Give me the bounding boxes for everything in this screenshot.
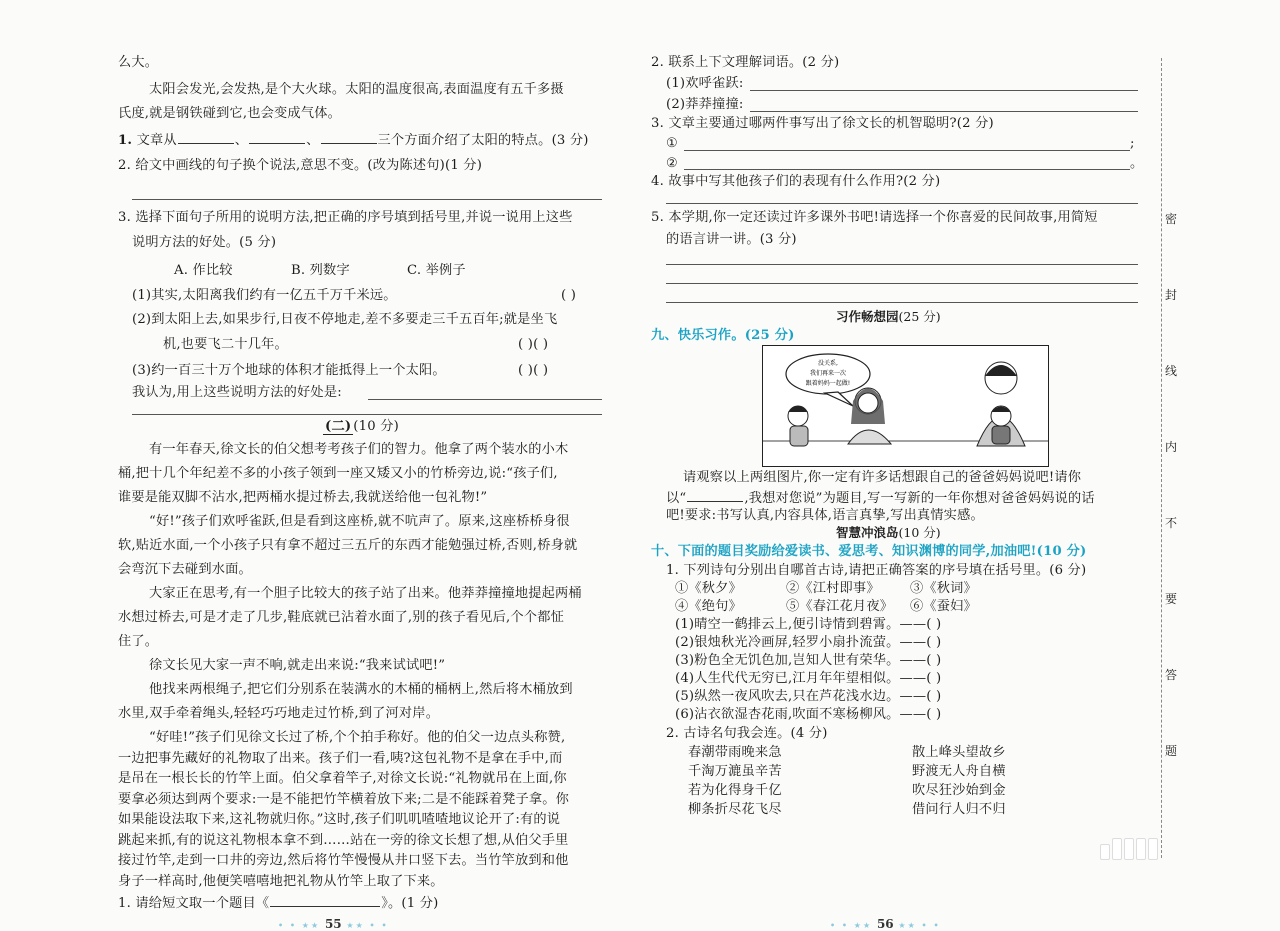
star-decoration: ★★ • • xyxy=(341,921,389,930)
answer-line[interactable] xyxy=(132,199,602,200)
essay-prompt-text: ,我想对您说”为题目,写一写新的一年你想对爸爸妈妈说的话 xyxy=(744,491,1095,506)
passage-line: 氏度,就是钢铁碰到它,也会变成气体。 xyxy=(118,106,341,121)
sentence-2-cont: 机,也要飞二十几年。 xyxy=(163,337,288,352)
question-3: 3. 选择下面句子所用的说明方法,把正确的序号填到括号里,并说一说用上这些 xyxy=(118,210,573,225)
benefit-prompt: 我认为,用上这些说明方法的好处是: xyxy=(132,385,342,400)
seal-line xyxy=(1161,58,1162,858)
story-line: 要拿必须达到两个要求:一是不能把竹竿横着放下来;二是不能踩着凳子拿。你 xyxy=(118,791,570,807)
page-number: 56 xyxy=(876,917,894,931)
section-nine-heading: 九、快乐习作。(25 分) xyxy=(651,328,795,343)
part-two-points: (10 分) xyxy=(353,419,399,434)
watermark-bar xyxy=(1148,838,1158,860)
answer-line[interactable] xyxy=(368,399,602,400)
title-blank[interactable] xyxy=(687,489,743,502)
poem-option: ⑤《春江花月夜》 xyxy=(786,599,894,614)
story-line: 身子一样高时,他便笑嘻嘻地把礼物从竹竿上取了下来。 xyxy=(118,873,444,889)
poem-option: ②《江村即事》 xyxy=(786,581,880,596)
title-blank[interactable] xyxy=(270,894,380,907)
passage-line: 么大。 xyxy=(118,55,159,70)
essay-prompt: 请观察以上两组图片,你一定有许多话想跟自己的爸爸妈妈说吧!请你 xyxy=(683,470,1082,485)
match-right-item[interactable]: 野渡无人舟自横 xyxy=(912,764,1006,779)
separator: 、 xyxy=(306,133,320,148)
match-left-item[interactable]: 春潮带雨晚来急 xyxy=(688,745,782,760)
seal-char: 线 xyxy=(1165,364,1178,378)
poem-option: ⑥《蚕妇》 xyxy=(910,599,977,614)
title-question-text: 》。(1 分) xyxy=(381,896,439,911)
match-left-item[interactable]: 柳条折尽花飞尽 xyxy=(688,802,782,817)
question-1 xyxy=(118,131,589,150)
sentence-2: (2)到太阳上去,如果步行,日夜不停地走,差不多要走三千五百年;就是坐飞 xyxy=(132,312,558,327)
separator: 、 xyxy=(234,133,249,148)
page-number-right xyxy=(830,917,941,931)
option-b: B. 列数字 xyxy=(291,263,350,278)
question-text: 文章从 xyxy=(136,133,177,148)
star-decoration: • • ★★ xyxy=(278,921,325,930)
star-decoration: ★★ • • xyxy=(893,921,941,930)
seal-char: 要 xyxy=(1165,592,1178,606)
star-decoration: • • ★★ xyxy=(830,921,877,930)
answer-line[interactable] xyxy=(132,414,602,415)
answer-line[interactable] xyxy=(684,169,1130,170)
watermark-bar xyxy=(1112,838,1122,860)
seal-char: 题 xyxy=(1165,744,1178,758)
answer-marker-2: ② xyxy=(666,156,679,171)
family-illustration xyxy=(763,346,1048,466)
section-ten-heading: 十、下面的题目奖励给爱读书、爱思考、知识渊博的同学,加油吧!(10 分) xyxy=(651,544,1087,559)
verse-item[interactable]: (4)人生代代无穷已,江月年年望相似。——( ) xyxy=(675,671,942,686)
story-line: 会弯沉下去碰到水面。 xyxy=(118,562,252,577)
seal-char: 内 xyxy=(1165,440,1178,454)
wisdom-section-header xyxy=(836,523,941,541)
question-2: 2. 联系上下文理解词语。(2 分) xyxy=(651,55,840,70)
page-number-left xyxy=(278,917,389,931)
answer-paren[interactable]: ( )( ) xyxy=(518,363,549,378)
essay-illustration xyxy=(762,345,1049,467)
seal-char: 答 xyxy=(1165,668,1178,682)
child-hair xyxy=(788,406,808,412)
question-4: 4. 故事中写其他孩子们的表现有什么作用?(2 分) xyxy=(651,174,941,189)
verse-item[interactable]: (3)粉色全无饥色加,岂知人世有荣华。——( ) xyxy=(675,653,942,668)
seal-char: 不 xyxy=(1165,516,1178,530)
poem-option: ①《秋夕》 xyxy=(675,581,742,596)
answer-line[interactable] xyxy=(750,90,1138,91)
answer-paren[interactable]: ( ) xyxy=(561,288,577,303)
sentence-1: (1)其实,太阳离我们约有一亿五千万千米远。 xyxy=(132,288,397,303)
match-right-item[interactable]: 借问行人归不归 xyxy=(912,802,1006,817)
story-line: 大家正在思考,有一个胆子比较大的孩子站了出来。他莽莽撞撞地提起两桶 xyxy=(149,586,582,601)
story-line: 他找来两根绳子,把它们分别系在装满水的木桶的桶柄上,然后将木桶放到 xyxy=(149,682,573,697)
answer-paren[interactable]: ( )( ) xyxy=(518,337,549,352)
option-a: A. 作比较 xyxy=(174,263,233,278)
watermark-bar xyxy=(1136,838,1146,860)
option-c: C. 举例子 xyxy=(407,263,466,278)
story-line: 徐文长见大家一声不响,就走出来说:“我来试试吧!” xyxy=(149,658,446,673)
passage-line: 太阳会发光,会发热,是个大火球。太阳的温度很高,表面温度有五千多摄 xyxy=(149,82,564,97)
word-2: (2)莽莽撞撞: xyxy=(666,97,744,112)
story-line: “好!”孩子们欢呼雀跃,但是看到这座桥,就不吭声了。原来,这座桥桥身很 xyxy=(149,514,570,529)
poem-option: ④《绝句》 xyxy=(675,599,742,614)
story-line: 软,贴近水面,一个小孩子只有拿不超过三五斤的东西才能勉强过桥,否则,桥身就 xyxy=(118,538,578,553)
part-two-heading xyxy=(323,418,399,436)
story-line: 水里,双手牵着绳头,轻轻巧巧地走过竹桥,到了河对岸。 xyxy=(118,706,440,721)
answer-blank[interactable] xyxy=(178,131,234,144)
bubble-text: 我们再来一次 xyxy=(809,370,847,377)
question-5-cont: 的语言讲一讲。(3 分) xyxy=(666,232,797,247)
verse-item[interactable]: (5)纵然一夜风吹去,只在芦花浅水边。——( ) xyxy=(675,689,942,704)
seal-char: 封 xyxy=(1165,288,1178,302)
wisdom-section-title: 智慧冲浪岛 xyxy=(836,525,899,540)
story-line: 桶,把十几个年纪差不多的小孩子领到一座又矮又小的竹桥旁边,说:“孩子们, xyxy=(118,466,558,481)
essay-section-points: (25 分) xyxy=(898,309,941,324)
question-text: 三个方面介绍了太阳的特点。(3 分) xyxy=(377,133,589,148)
title-question xyxy=(118,894,438,913)
essay-prompt-text: 以“ xyxy=(666,491,687,506)
verse-item[interactable]: (6)沾衣欲湿杏花雨,吹面不寒杨柳风。——( ) xyxy=(675,707,942,722)
answer-line[interactable] xyxy=(684,150,1130,151)
seal-char: 密 xyxy=(1165,212,1178,226)
punctuation: 。 xyxy=(1130,156,1144,171)
story-line: 谁要是能双脚不沾水,把两桶水提过桥去,我就送给他一包礼物!” xyxy=(118,490,488,505)
story-line: 是吊在一根长长的竹竿上面。伯父拿着竿子,对徐文长说:“礼物就吊在上面,你 xyxy=(118,771,567,786)
answer-blank[interactable] xyxy=(321,131,377,144)
question-5: 5. 本学期,你一定还读过许多课外书吧!请选择一个你喜爱的民间故事,用简短 xyxy=(651,210,1098,225)
match-left-item[interactable]: 千淘万漉虽辛苦 xyxy=(688,764,782,779)
bubble-text: 没关系, xyxy=(818,360,838,367)
punctuation: ; xyxy=(1130,136,1135,151)
sentence-3: (3)约一百三十万个地球的体积才能抵得上一个太阳。 xyxy=(132,363,446,378)
part-two-label: (二) xyxy=(325,419,352,434)
essay-section-title: 习作畅想园 xyxy=(836,309,899,324)
story-line: 水想过桥去,可是才走了几步,鞋底就已沾着水面了,别的孩子看见后,个个都怔 xyxy=(118,610,564,625)
answer-marker-1: ① xyxy=(666,136,679,151)
word-1: (1)欢呼雀跃: xyxy=(666,76,744,91)
essay-section-header xyxy=(836,307,941,325)
title-question-text: 1. 请给短文取一个题目《 xyxy=(118,896,270,911)
question-3-cont: 说明方法的好处。(5 分) xyxy=(132,235,277,250)
story-line: 住了。 xyxy=(118,634,159,649)
story-line: 接过竹竿,走到一口井的旁边,然后将竹竿慢慢从井口竖下去。当竹竿放到和他 xyxy=(118,853,569,868)
poem-question-1: 1. 下列诗句分别出自哪首古诗,请把正确答案的序号填在括号里。(6 分) xyxy=(666,563,1087,578)
match-right-item[interactable]: 散上峰头望故乡 xyxy=(912,745,1006,760)
answer-blank[interactable] xyxy=(249,131,305,144)
bubble-text: 跟着妈妈一起做! xyxy=(805,380,851,387)
story-line: 如果能设法取下来,这礼物就归你。”这时,孩子们叽叽喳喳地议论开了:有的说 xyxy=(118,812,561,827)
answer-line[interactable] xyxy=(750,111,1138,112)
question-2: 2. 给文中画线的句子换个说法,意思不变。(改为陈述句)(1 分) xyxy=(118,158,483,173)
child-body xyxy=(790,426,808,446)
essay-requirements: 吧!要求:书写认真,内容具体,语言真挚,写出真情实感。 xyxy=(666,508,984,523)
match-left-item[interactable]: 若为化得身千亿 xyxy=(688,783,782,798)
wisdom-section-points: (10 分) xyxy=(898,525,941,540)
answer-line[interactable] xyxy=(666,302,1138,303)
answer-line[interactable] xyxy=(666,283,1138,284)
question-3: 3. 文章主要通过哪两件事写出了徐文长的机智聪明?(2 分) xyxy=(651,116,994,131)
child-right-body xyxy=(992,426,1010,444)
watermark-bar xyxy=(1100,844,1110,860)
story-line: 一边把事先藏好的礼物取了出来。孩子们一看,咦?这包礼物不是拿在手中,而 xyxy=(118,750,563,766)
poem-question-2: 2. 古诗名句我会连。(4 分) xyxy=(666,726,828,741)
answer-line[interactable] xyxy=(666,203,1138,204)
story-line: 跳起来抓,有的说这礼物根本拿不到……站在一旁的徐文长想了想,从伯父手里 xyxy=(118,832,569,848)
verse-item[interactable]: (2)银烛秋光冷画屏,轻罗小扇扑流萤。——( ) xyxy=(675,635,942,650)
page-number: 55 xyxy=(324,917,342,931)
right-page xyxy=(640,0,1280,931)
watermark-bar xyxy=(1124,838,1134,860)
speech-bubble-tail xyxy=(825,392,853,406)
verse-item[interactable]: (1)晴空一鹤排云上,便引诗情到碧霄。——( ) xyxy=(675,617,942,632)
match-right-item[interactable]: 吹尽狂沙始到金 xyxy=(912,783,1006,798)
poem-option: ③《秋词》 xyxy=(910,581,977,596)
question-number: 1. xyxy=(118,133,133,148)
answer-line[interactable] xyxy=(666,264,1138,265)
story-line: “好哇!”孩子们见徐文长过了桥,个个拍手称好。他的伯父一边点头称赞, xyxy=(149,730,566,745)
mother-body xyxy=(848,430,891,444)
story-line: 有一年春天,徐文长的伯父想考考孩子们的智力。他拿了两个装水的小木 xyxy=(149,442,569,457)
essay-prompt xyxy=(666,489,1095,508)
